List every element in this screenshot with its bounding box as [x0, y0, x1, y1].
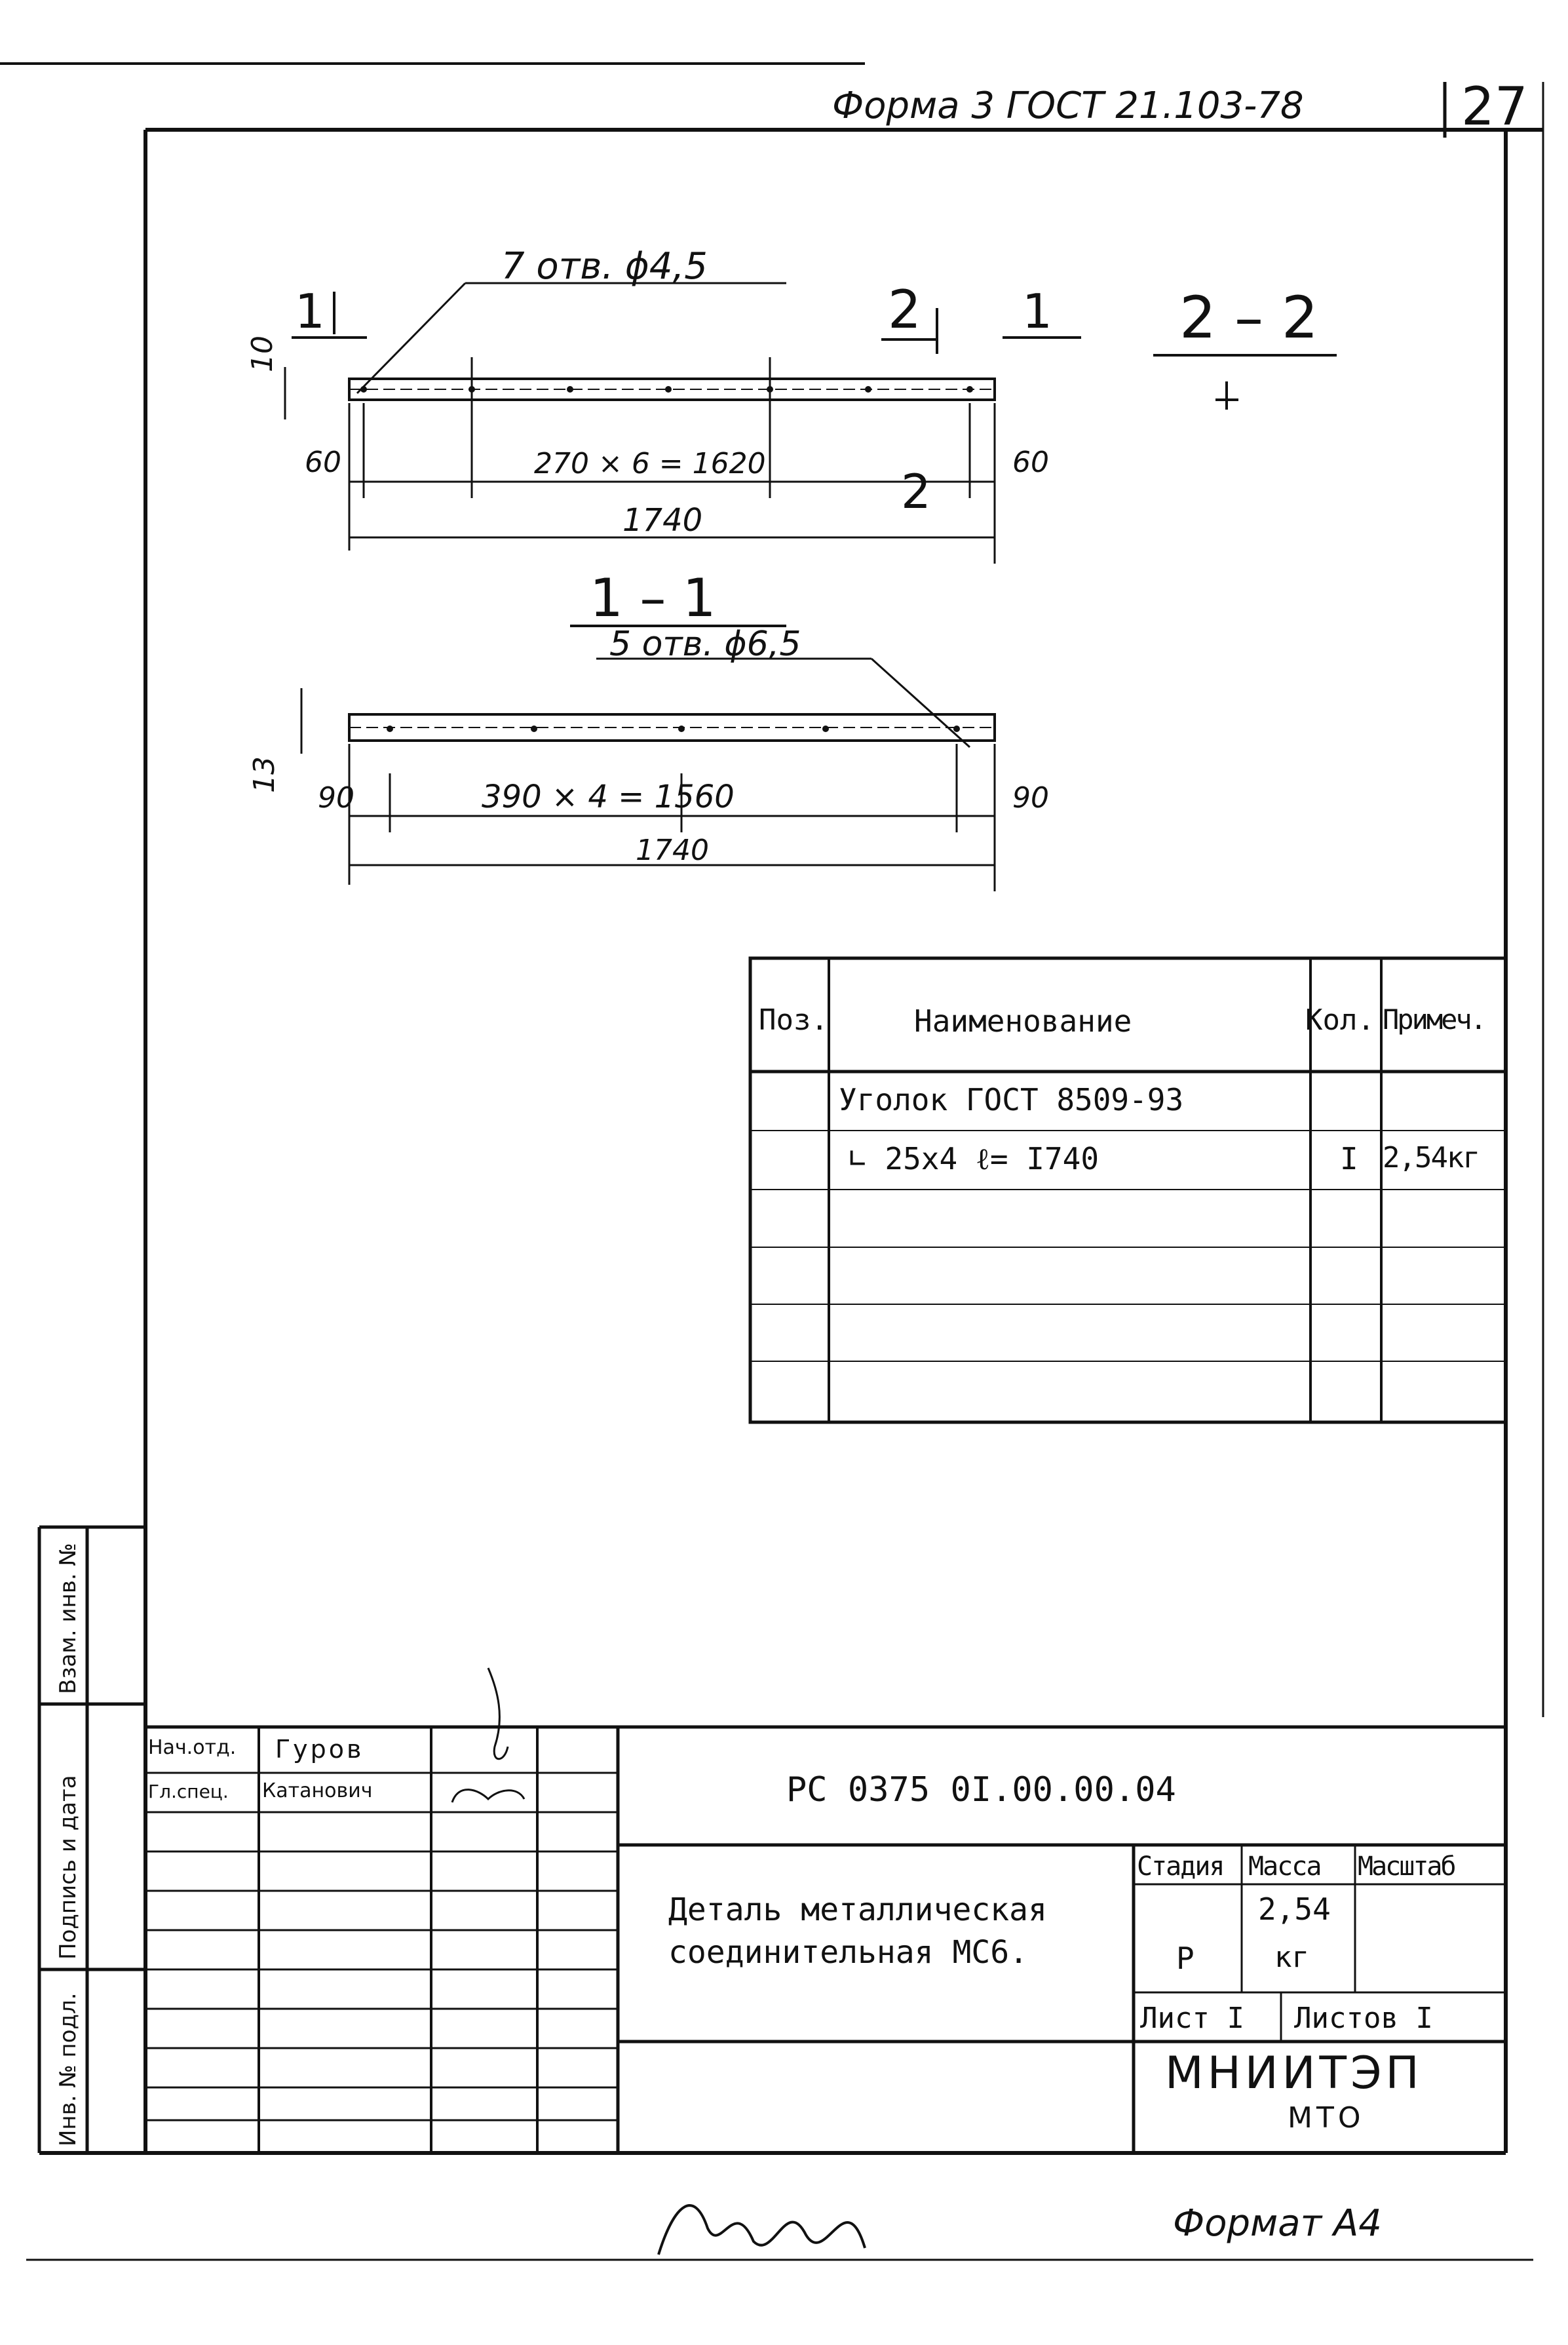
hole [531, 726, 537, 732]
thickness-dim-bottom: 13 [248, 756, 281, 793]
hole [567, 386, 573, 393]
signer-role: Гл.спец. [148, 1781, 229, 1802]
dim-left-top: 60 [305, 446, 341, 479]
section-2-2-profile [1215, 381, 1238, 410]
signer-role: Нач.отд. [148, 1736, 237, 1759]
doc-code: РС 0375 0I.00.00.04 [786, 1770, 1176, 1810]
spec-header-note: Примеч. [1383, 1003, 1485, 1036]
sheet-label: Лист I [1140, 2002, 1244, 2035]
spec-header-name: Наименование [914, 1003, 1132, 1039]
holes-note-top: 7 отв. ϕ4,5 [501, 245, 708, 288]
side-stamp [39, 1527, 145, 2153]
hole [822, 726, 829, 732]
mass-label: Масса [1248, 1851, 1321, 1882]
spec-header-qty: Кол. [1305, 1003, 1375, 1037]
form-reference: Форма 3 ГОСТ 21.103-78 [832, 85, 1304, 127]
stamp-inv-podl: Инв. № подл. [55, 1992, 81, 2146]
dim-total-bottom: 1740 [636, 834, 709, 867]
dim-middle-bottom: 390 × 4 = 1560 [482, 779, 735, 815]
dim-middle-top: 270 × 6 = 1620 [534, 447, 766, 480]
scale-label: Масштаб [1358, 1851, 1455, 1882]
spec-row-qty: I [1340, 1141, 1358, 1176]
section-mark-1-left: 1 [295, 284, 325, 339]
hole [966, 386, 973, 393]
holes-note-top-leader [357, 283, 465, 393]
page-number: 27 [1461, 76, 1528, 137]
stage-label: Стадия [1137, 1851, 1224, 1882]
hole [678, 726, 685, 732]
hole [953, 726, 960, 732]
section-1-1-title: 1 – 1 [590, 568, 716, 629]
mass-value: 2,54 [1258, 1891, 1331, 1927]
spec-row-name: Уголок ГОСТ 8509-93 [839, 1082, 1184, 1117]
doc-title-line2: соединительная МС6. [668, 1934, 1029, 1971]
spec-header-pos: Поз. [759, 1003, 828, 1037]
thickness-dim-top: 10 [246, 336, 279, 372]
spec-row-note: 2,54кг [1383, 1141, 1479, 1174]
signature-katanovich [452, 1790, 524, 1802]
org-name: МНИИТЭП [1165, 2047, 1423, 2099]
signer-name: Катанович [262, 1779, 373, 1802]
signature-gurov [488, 1668, 508, 1759]
signer-name: Гуров [275, 1735, 364, 1764]
copyist-signature-stroke [659, 2205, 865, 2255]
hole [387, 726, 393, 732]
hole [360, 386, 367, 393]
section-cut-2-lower-label: 2 [901, 464, 931, 519]
bar-bottom-holes [387, 726, 960, 732]
hole [865, 386, 871, 393]
hole [665, 386, 672, 393]
dim-right-top: 60 [1012, 446, 1049, 479]
org-dept: МТО [1288, 2101, 1365, 2135]
stamp-vzam-inv: Взам. инв. № [55, 1543, 81, 1694]
dim-total-top: 1740 [622, 502, 703, 539]
section-cut-2-label: 2 [888, 279, 921, 340]
dim-left-bottom: 90 [318, 781, 354, 815]
doc-title-line1: Деталь металлическая [668, 1891, 1047, 1928]
copyist-signature [655, 2205, 1075, 2260]
holes-note-bottom-leader [871, 659, 970, 747]
format-label: Формат А4 [1173, 2202, 1382, 2245]
spec-row-name: ∟ 25х4 ℓ= I740 [849, 1141, 1100, 1176]
stamp-podpis-data: Подпись и дата [55, 1775, 81, 1960]
mass-unit: кг [1274, 1941, 1309, 1974]
dim-right-bottom: 90 [1012, 781, 1049, 815]
stage-value: Р [1176, 1941, 1195, 1976]
holes-note-bottom: 5 отв. ϕ6,5 [609, 625, 801, 664]
sheets-label: Листов I [1294, 2002, 1433, 2035]
section-2-2-title: 2 – 2 [1179, 284, 1318, 351]
section-mark-1-right: 1 [1022, 284, 1052, 339]
